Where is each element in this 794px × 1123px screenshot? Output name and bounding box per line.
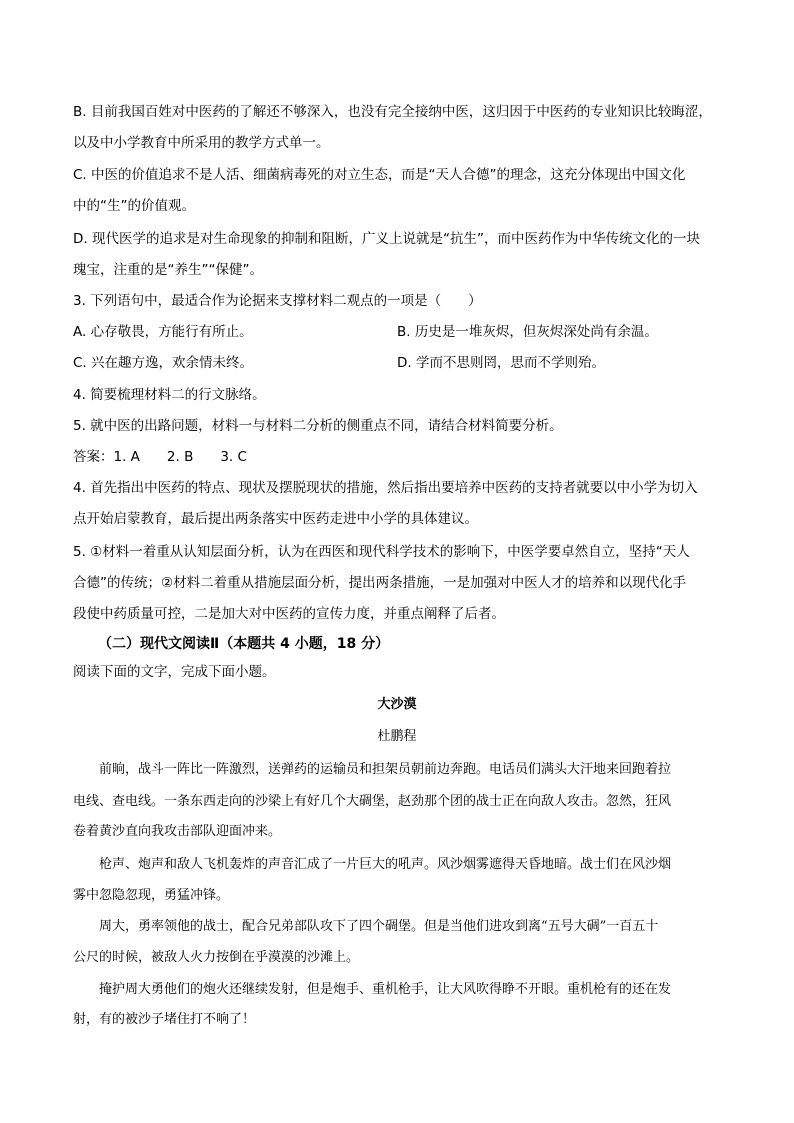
story-p4-line-1: 掩护周大勇他们的炮火还继续发射，但是炮手、重机枪手，让大风吹得睁不开眼。重机枪有的还在发	[73, 982, 672, 997]
option-c-line-1: C. 中医的价值追求不是人活、细菌病毒死的对立生态，而是“天人合德”的理念，这充分体现出中国文化	[73, 167, 686, 183]
story-p2-line-2: 雾中忽隐忽现，勇猛冲锋。	[73, 888, 230, 903]
story-p1-line-2: 电线、查电线。一条东西走向的沙梁上有好几个大碉堡，赵劲那个团的战士正在向敌人攻击。忽然，狂风	[73, 794, 672, 809]
answer-4-line-1: 4. 首先指出中医药的特点、现状及摆脱现状的措施，然后指出要培养中医药的支持者就要以中小学为切入	[73, 480, 698, 496]
section-instruction: 阅读下面的文字，完成下面小题。	[73, 664, 276, 680]
question-4: 4. 简要梳理材料二的行文脉络。	[73, 387, 266, 403]
story-p1-line-1: 前晌，战斗一阵比一阵激烈，送弹药的运输员和担架员朝前边奔跑。电话员们满头大汗地来回跑着拉	[73, 762, 672, 777]
answer-5-line-1: 5. ①材料一着重从认知层面分析，认为在西医和现代科学技术的影响下，中医学要卓然自立，坚持“天人	[73, 544, 690, 560]
section-heading: （二）现代文阅读Ⅱ（本题共 4 小题，18 分）	[98, 636, 390, 652]
option-c-line-2: 中的“生”的价值观。	[73, 198, 195, 214]
question-3-option-c: C. 兴在趣方逸，欢余情未终。	[73, 355, 254, 371]
option-d-line-2: 瑰宝，注重的是“养生”“保健”。	[73, 262, 263, 278]
question-3-option-a: A. 心存敬畏，方能行有所止。	[73, 324, 253, 340]
option-b-line-1: B. 目前我国百姓对中医药的了解还不够深入，也没有完全接纳中医，这归因于中医药的专业知识比较晦涩，	[73, 104, 712, 120]
story-p1-line-3: 卷着黄沙直向我攻击部队迎面冲来。	[73, 824, 282, 839]
option-b-line-2: 以及中小学教育中所采用的教学方式单一。	[73, 135, 330, 151]
answer-5-line-2: 合德”的传统；②材料二着重从措施层面分析，提出两条措施，一是加强对中医人才的培养和以现代化手	[73, 575, 687, 591]
story-p3-line-1: 周大，勇率领他的战士，配合兄弟部队攻下了四个碉堡。但是当他们进攻到离“五号大碉”一百五十	[73, 919, 659, 934]
question-3-option-b: B. 历史是一堆灰烬，但灰烬深处尚有余温。	[397, 324, 658, 340]
story-p4-line-2: 射，有的被沙子堵住打不响了！	[73, 1012, 256, 1027]
story-title: 大沙漠	[377, 697, 417, 712]
answer-4-line-2: 点开始启蒙教育，最后提出两条落实中医药走进中小学的具体建议。	[73, 511, 478, 527]
story-p3-line-2: 公尺的时候，被敌人火力按倒在乎漠漠的沙滩上。	[73, 950, 360, 965]
question-3-stem: 3. 下列语句中，最适合作为论据来支撑材料二观点的一项是（ ）	[73, 293, 482, 309]
question-3-option-d: D. 学而不思则罔，思而不学则殆。	[397, 355, 605, 371]
option-d-line-1: D. 现代医学的追求是对生命现象的抑制和阻断，广义上说就是“抗生”，而中医药作为中华传统文化的一块	[73, 231, 700, 247]
story-p2-line-1: 枪声、炮声和敌人飞机轰炸的声音汇成了一片巨大的吼声。风沙烟雾遮得天昏地暗。战士们在风沙烟	[73, 857, 672, 872]
answer-5-line-3: 段使中药质量可控，二是加大对中医药的宣传力度，并重点阐释了后者。	[73, 606, 505, 622]
story-author: 杜鹏程	[377, 729, 417, 744]
question-5: 5. 就中医的出路问题，材料一与材料二分析的侧重点不同，请结合材料简要分析。	[73, 418, 563, 434]
answer-header: 答案：1. A 2. B 3. C	[73, 449, 247, 465]
